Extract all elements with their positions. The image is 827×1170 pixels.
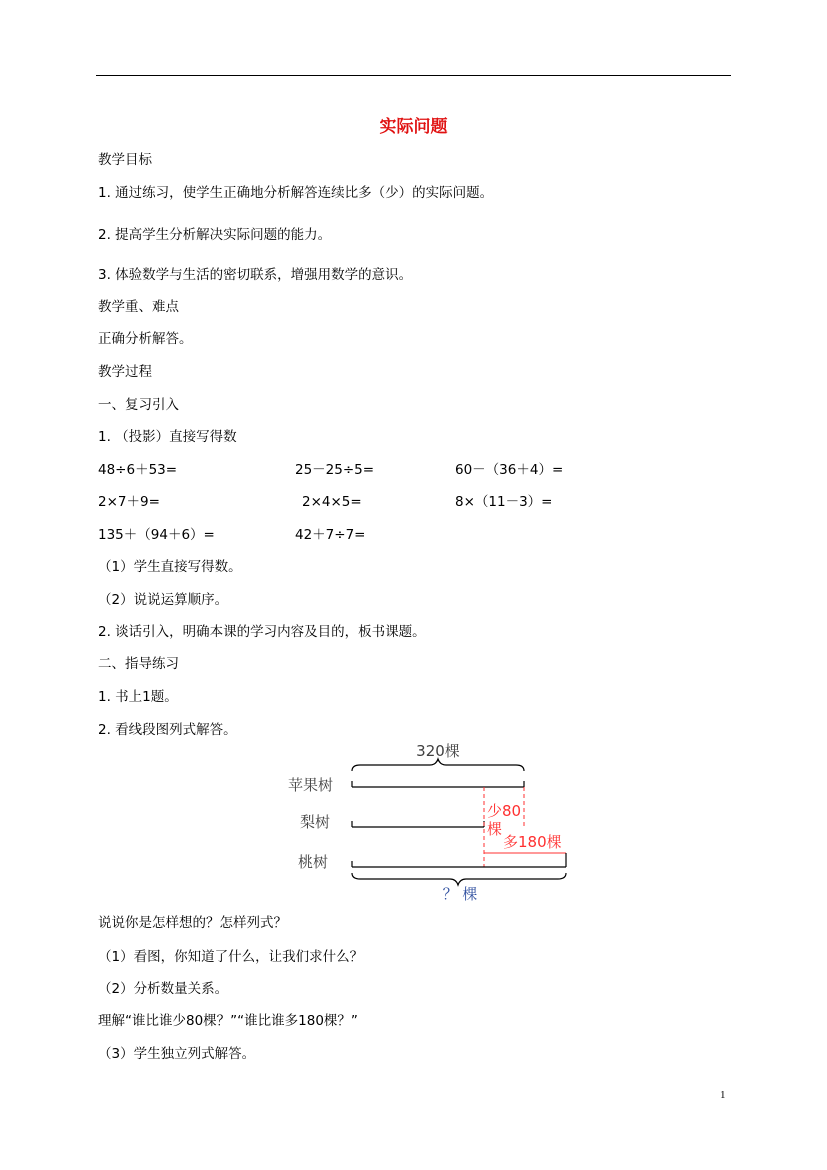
part1-heading: 一、复习引入 [98,397,179,413]
process-heading: 教学过程 [98,364,152,380]
page-number: 1 [720,1089,726,1101]
apple-label: 苹果树 [288,776,334,794]
bottom-brace [352,873,566,885]
calc-expression: 135＋（94＋6）= [98,527,215,543]
calc-expression: 48÷6＋53= [98,462,178,478]
bottom-total-label: ？ 棵 [442,885,478,903]
part2-item2: 2. 看线段图列式解答。 [98,722,237,738]
calc-expression: 2×7＋9= [98,494,160,510]
part1-sub2: （2）说说运算顺序。 [98,592,229,608]
top-total-label: 320棵 [416,743,460,760]
less-80-unit: 棵 [487,820,503,838]
top-brace [352,759,524,771]
part1-item2: 2. 谈话引入，明确本课的学习内容及目的，板书课题。 [98,624,426,640]
calc-expression: 2×4×5= [302,494,362,510]
question-understand: 理解“谁比谁少80棵？”“谁比谁多180棵？” [98,1013,358,1029]
calc-expression: 8×（11－3）= [455,494,553,510]
key-heading: 教学重、难点 [98,299,179,315]
question-how: 说说你是怎样想的？怎样列式？ [98,915,287,931]
goal-2: 2. 提高学生分析解决实际问题的能力。 [98,227,332,243]
goal-1: 1. 通过练习，使学生正确地分析解答连续比多（少）的实际问题。 [98,185,494,201]
key-text: 正确分析解答。 [98,331,193,347]
calc-expression: 42＋7÷7= [295,527,366,543]
goals-heading: 教学目标 [98,152,152,168]
calc-expression: 25－25÷5= [295,462,375,478]
calc-expression: 60－（36＋4）= [455,462,564,478]
more-180-label: 多180棵 [503,833,562,851]
page-title: 实际问题 [379,117,448,137]
question-2: （2）分析数量关系。 [98,981,229,997]
goal-3: 3. 体验数学与生活的密切联系，增强用数学的意识。 [98,267,413,283]
question-1: （1）看图，你知道了什么，让我们求什么？ [98,949,364,965]
question-3: （3）学生独立列式解答。 [98,1046,256,1062]
less-80-label: 少80 [487,802,522,820]
line-segment-diagram [270,743,580,905]
peach-label: 桃树 [298,853,329,871]
part1-sub1: （1）学生直接写得数。 [98,559,242,575]
part2-item1: 1. 书上1题。 [98,689,178,705]
part1-item1: 1. （投影）直接写得数 [98,429,237,445]
header-rule [96,75,731,76]
pear-label: 梨树 [300,813,331,831]
part2-heading: 二、指导练习 [98,656,179,672]
